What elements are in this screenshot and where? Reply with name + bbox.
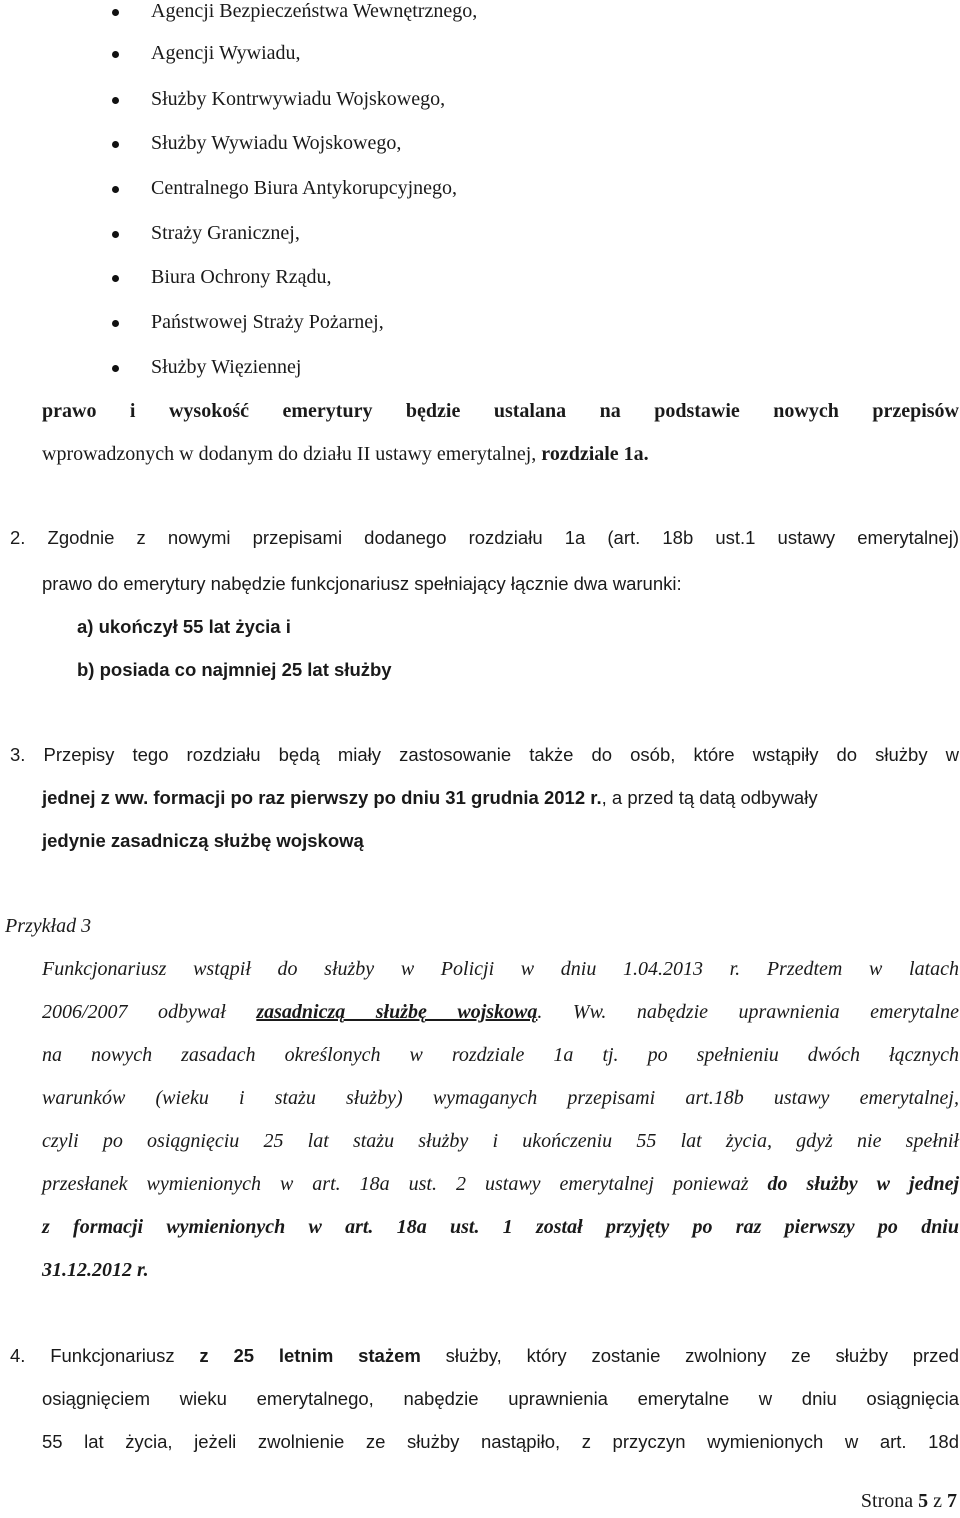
text-run: wprowadzonych w dodanym do działu II ustawy emerytalnej, <box>42 443 542 465</box>
bullet-marker <box>112 275 119 282</box>
current-page: 5 <box>918 1490 929 1512</box>
page-number <box>861 1490 957 1513</box>
example-line <box>42 1173 959 1196</box>
example-line: warunków (wieku i stażu służby) wymaganych przepisami art.18b ustawy emerytalnej, <box>42 1087 959 1109</box>
list-item: Służby Kontrwywiadu Wojskowego, <box>151 88 446 110</box>
example-heading: Przykład 3 <box>5 915 92 937</box>
item-4-line <box>10 1345 959 1367</box>
item-4-line: osiągnięciem wieku emerytalnego, nabędzie uprawnienia emerytalne w dniu osiągnięcia <box>42 1388 959 1409</box>
example-line: z formacji wymienionych w art. 18a ust. 1 został przyjęty po raz pierwszy po dniu <box>42 1216 959 1238</box>
text-run-bold: jednej z ww. formacji po raz pierwszy po dniu 31 grudnia 2012 r. <box>42 787 602 808</box>
list-item: Straży Granicznej, <box>151 222 300 244</box>
list-item: Służby Więziennej <box>151 356 302 378</box>
item-2-line: 2. Zgodnie z nowymi przepisami dodanego rozdziału 1a (art. 18b ust.1 ustawy emerytalnej) <box>10 527 959 548</box>
bullet-marker <box>112 186 119 193</box>
list-item: Służby Wywiadu Wojskowego, <box>151 132 402 154</box>
text-run: 2006/2007 odbywał <box>42 1001 257 1023</box>
example-line: na nowych zasadach określonych w rozdziale 1a tj. po spełnieniu dwóch łącznych <box>42 1044 959 1066</box>
item-3-line: 3. Przepisy tego rozdziału będą miały zastosowanie także do osób, które wstąpiły do służby w <box>10 744 959 765</box>
text-run: , a przed tą datą odbywały <box>601 787 818 808</box>
text-run: 4. Funkcjonariusz <box>10 1345 200 1366</box>
list-item: Agencji Bezpieczeństwa Wewnętrznego, <box>151 0 478 22</box>
bullet-marker <box>112 320 119 327</box>
bullet-marker <box>112 9 119 16</box>
condition-a: a) ukończył 55 lat życia i <box>77 616 291 637</box>
text-run-bold-underlined: zasadniczą służbę wojskową <box>256 1001 538 1023</box>
text-run-bold: do służby w jednej <box>767 1173 959 1195</box>
list-item: Państwowej Straży Pożarnej, <box>151 311 384 333</box>
example-line <box>42 1001 959 1024</box>
text-run: przesłanek wymienionych w art. 18a ust. 2 ustawy emerytalnej ponieważ <box>42 1173 768 1195</box>
item-3-line: jedynie zasadniczą służbę wojskową <box>42 830 364 851</box>
paragraph-line <box>42 443 649 466</box>
list-item: Biura Ochrony Rządu, <box>151 266 332 288</box>
page-separator: z <box>928 1490 947 1512</box>
example-line: czyli po osiągnięciu 25 lat stażu służby i ukończeniu 55 lat życia, gdyż nie spełnił <box>42 1130 959 1152</box>
total-pages: 7 <box>947 1490 957 1512</box>
bullet-marker <box>112 231 119 238</box>
example-line: 31.12.2012 r. <box>42 1259 149 1281</box>
text-run-bold: z 25 letnim stażem <box>199 1345 421 1366</box>
list-item: Centralnego Biura Antykorupcyjnego, <box>151 177 458 199</box>
bullet-marker <box>112 365 119 372</box>
example-line: Funkcjonariusz wstąpił do służby w Policji w dniu 1.04.2013 r. Przedtem w latach <box>42 958 959 980</box>
text-run: . Ww. nabędzie uprawnienia emerytalne <box>537 1001 959 1023</box>
bullet-marker <box>112 97 119 104</box>
item-2-line: prawo do emerytury nabędzie funkcjonariusz spełniający łącznie dwa warunki: <box>42 573 682 594</box>
page-label: Strona <box>860 1490 919 1512</box>
text-run: służby, który zostanie zwolniony ze służby przed <box>420 1345 960 1366</box>
bullet-marker <box>112 141 119 148</box>
item-4-line: 55 lat życia, jeżeli zwolnienie ze służby nastąpiło, z przyczyn wymienionych w art. 18d <box>42 1431 959 1452</box>
item-3-line <box>42 787 818 809</box>
text-run-bold: rozdziale 1a. <box>541 443 649 465</box>
bullet-marker <box>112 51 119 58</box>
condition-b: b) posiada co najmniej 25 lat służby <box>77 659 392 680</box>
paragraph-line: prawo i wysokość emerytury będzie ustalana na podstawie nowych przepisów <box>42 400 959 422</box>
list-item: Agencji Wywiadu, <box>151 42 301 64</box>
